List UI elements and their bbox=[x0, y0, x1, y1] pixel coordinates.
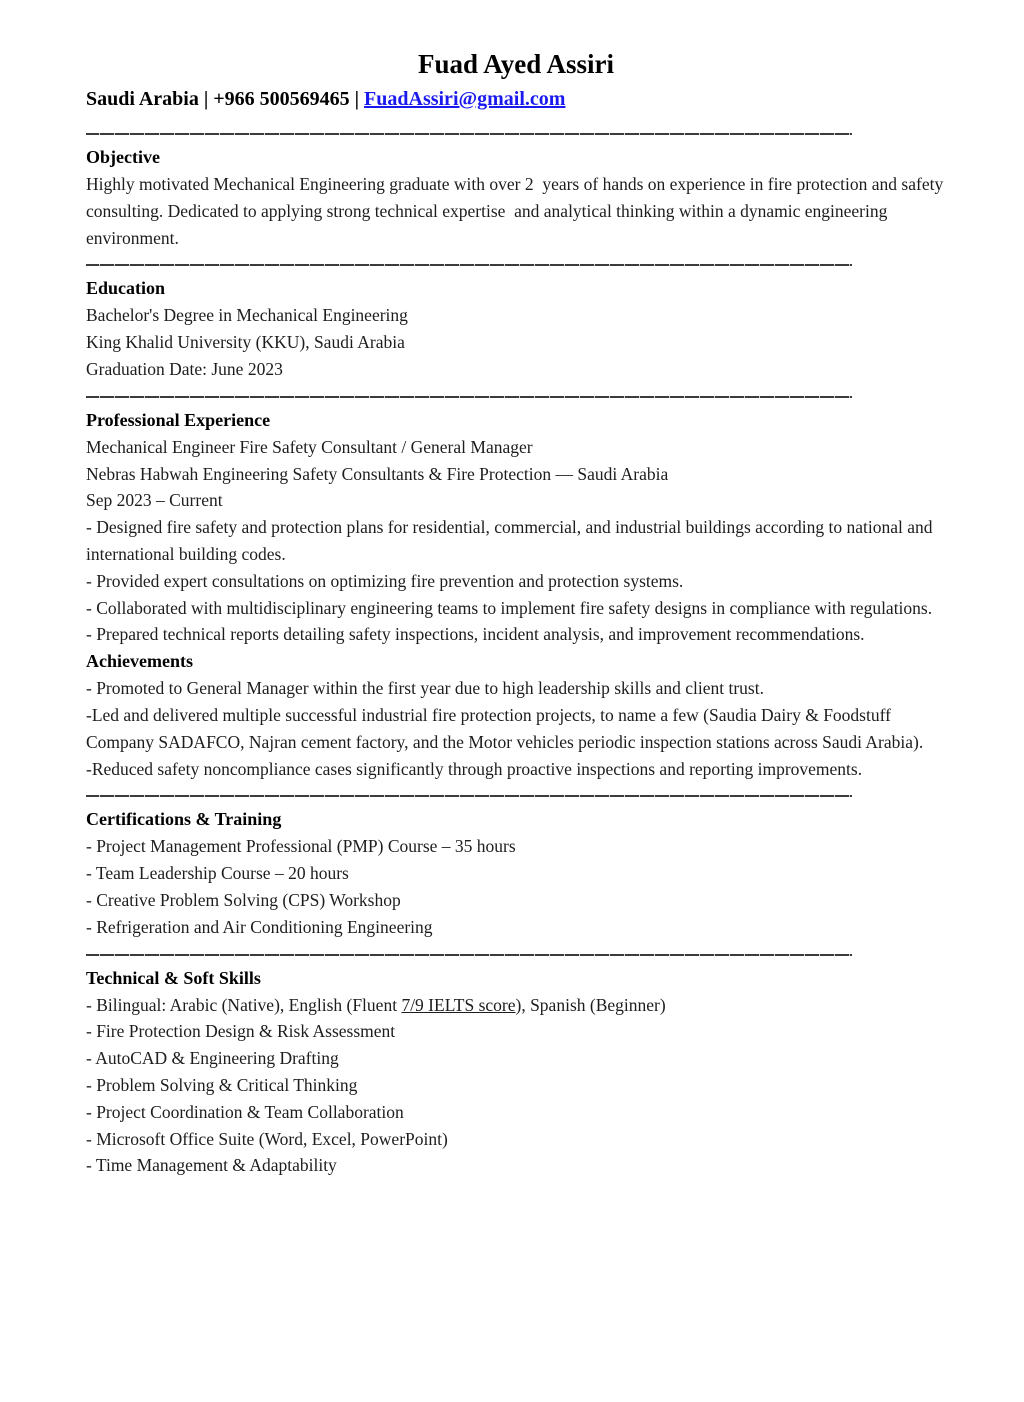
text-line: - Microsoft Office Suite (Word, Excel, PowerPoint) bbox=[86, 1128, 448, 1149]
text-line: Bachelor's Degree in Mechanical Engineering bbox=[86, 305, 408, 326]
section-objective bbox=[86, 144, 946, 251]
text-line: - Promoted to General Manager within the first year due to high leadership skills and client trust. bbox=[86, 678, 764, 699]
certifications-lines bbox=[86, 833, 946, 940]
text-line: - Problem Solving & Critical Thinking bbox=[86, 1074, 358, 1095]
text-line: - Project Coordination & Team Collaboration bbox=[86, 1101, 404, 1122]
text-line: Sep 2023 – Current bbox=[86, 490, 223, 511]
text-line: - Creative Problem Solving (CPS) Workshop bbox=[86, 889, 401, 910]
section-divider bbox=[86, 795, 852, 797]
text-line: - Designed fire safety and protection plans for residential, commercial, and industrial buildings according to national and international building codes. bbox=[86, 517, 937, 564]
contact-line bbox=[86, 85, 946, 113]
text-line: - Provided expert consultations on optimizing fire prevention and protection systems. bbox=[86, 570, 684, 591]
section-divider bbox=[86, 264, 852, 266]
contact-info: Saudi Arabia | +966 500569465 | bbox=[86, 88, 365, 110]
experience-heading: Professional Experience bbox=[86, 409, 271, 430]
bilingual-skill-line bbox=[86, 992, 946, 1019]
education-lines bbox=[86, 302, 946, 382]
email-link[interactable]: FuadAssiri@gmail.com bbox=[364, 88, 566, 110]
objective-heading: Objective bbox=[86, 147, 160, 167]
bilingual-post: ), Spanish (Beginner) bbox=[515, 994, 666, 1015]
text-line: - Prepared technical reports detailing safety inspections, incident analysis, and improvement recommendations. bbox=[86, 624, 865, 645]
section-achievements bbox=[86, 648, 946, 782]
skills-heading: Technical & Soft Skills bbox=[86, 967, 261, 988]
section-experience bbox=[86, 407, 946, 648]
text-line: - Fire Protection Design & Risk Assessment bbox=[86, 1021, 396, 1042]
ielts-score-underlined: 7/9 IELTS score bbox=[401, 994, 516, 1015]
text-line: Mechanical Engineer Fire Safety Consultant / General Manager bbox=[86, 436, 533, 457]
bilingual-pre: - Bilingual: Arabic (Native), English (Fluent bbox=[86, 994, 402, 1015]
education-heading: Education bbox=[86, 278, 166, 299]
text-line: -Reduced safety noncompliance cases significantly through proactive inspections and reporting improvements. bbox=[86, 758, 863, 779]
text-line: - Project Management Professional (PMP) Course – 35 hours bbox=[86, 836, 516, 857]
experience-lines bbox=[86, 434, 946, 648]
section-skills bbox=[86, 965, 946, 1180]
achievements-lines bbox=[86, 675, 946, 782]
text-line: - Team Leadership Course – 20 hours bbox=[86, 863, 349, 884]
certifications-heading: Certifications & Training bbox=[86, 809, 282, 830]
objective-text: Highly motivated Mechanical Engineering graduate with over 2 years of hands on experience in fire protection and safety consulting. Dedicated to applying strong technical expertise and analytical thinking within a dynamic engineering environment. bbox=[86, 174, 948, 248]
skills-lines bbox=[86, 1018, 946, 1179]
section-certifications bbox=[86, 806, 946, 940]
candidate-name: Fuad Ayed Assiri bbox=[417, 49, 615, 79]
section-education bbox=[86, 275, 946, 382]
text-line: - Refrigeration and Air Conditioning Engineering bbox=[86, 916, 433, 937]
section-divider bbox=[86, 396, 852, 398]
text-line: King Khalid University (KKU), Saudi Arabia bbox=[86, 332, 405, 353]
achievements-heading: Achievements bbox=[86, 651, 193, 672]
text-line: - Collaborated with multidisciplinary engineering teams to implement fire safety designs in compliance with regulations. bbox=[86, 597, 933, 618]
text-line: - Time Management & Adaptability bbox=[86, 1155, 337, 1176]
section-divider bbox=[86, 133, 852, 135]
text-line: -Led and delivered multiple successful industrial fire protection projects, to name a few (Saudia Dairy & Foodstuff Company SADAFCO, Najran cement factory, and the Motor vehicles periodic inspection stations across Saudi Arabia). bbox=[86, 704, 924, 752]
text-line: - AutoCAD & Engineering Drafting bbox=[86, 1048, 339, 1069]
text-line: Graduation Date: June 2023 bbox=[86, 358, 283, 379]
text-line: Nebras Habwah Engineering Safety Consultants & Fire Protection — Saudi Arabia bbox=[86, 463, 669, 484]
section-divider bbox=[86, 954, 852, 956]
resume-document bbox=[86, 0, 946, 1179]
